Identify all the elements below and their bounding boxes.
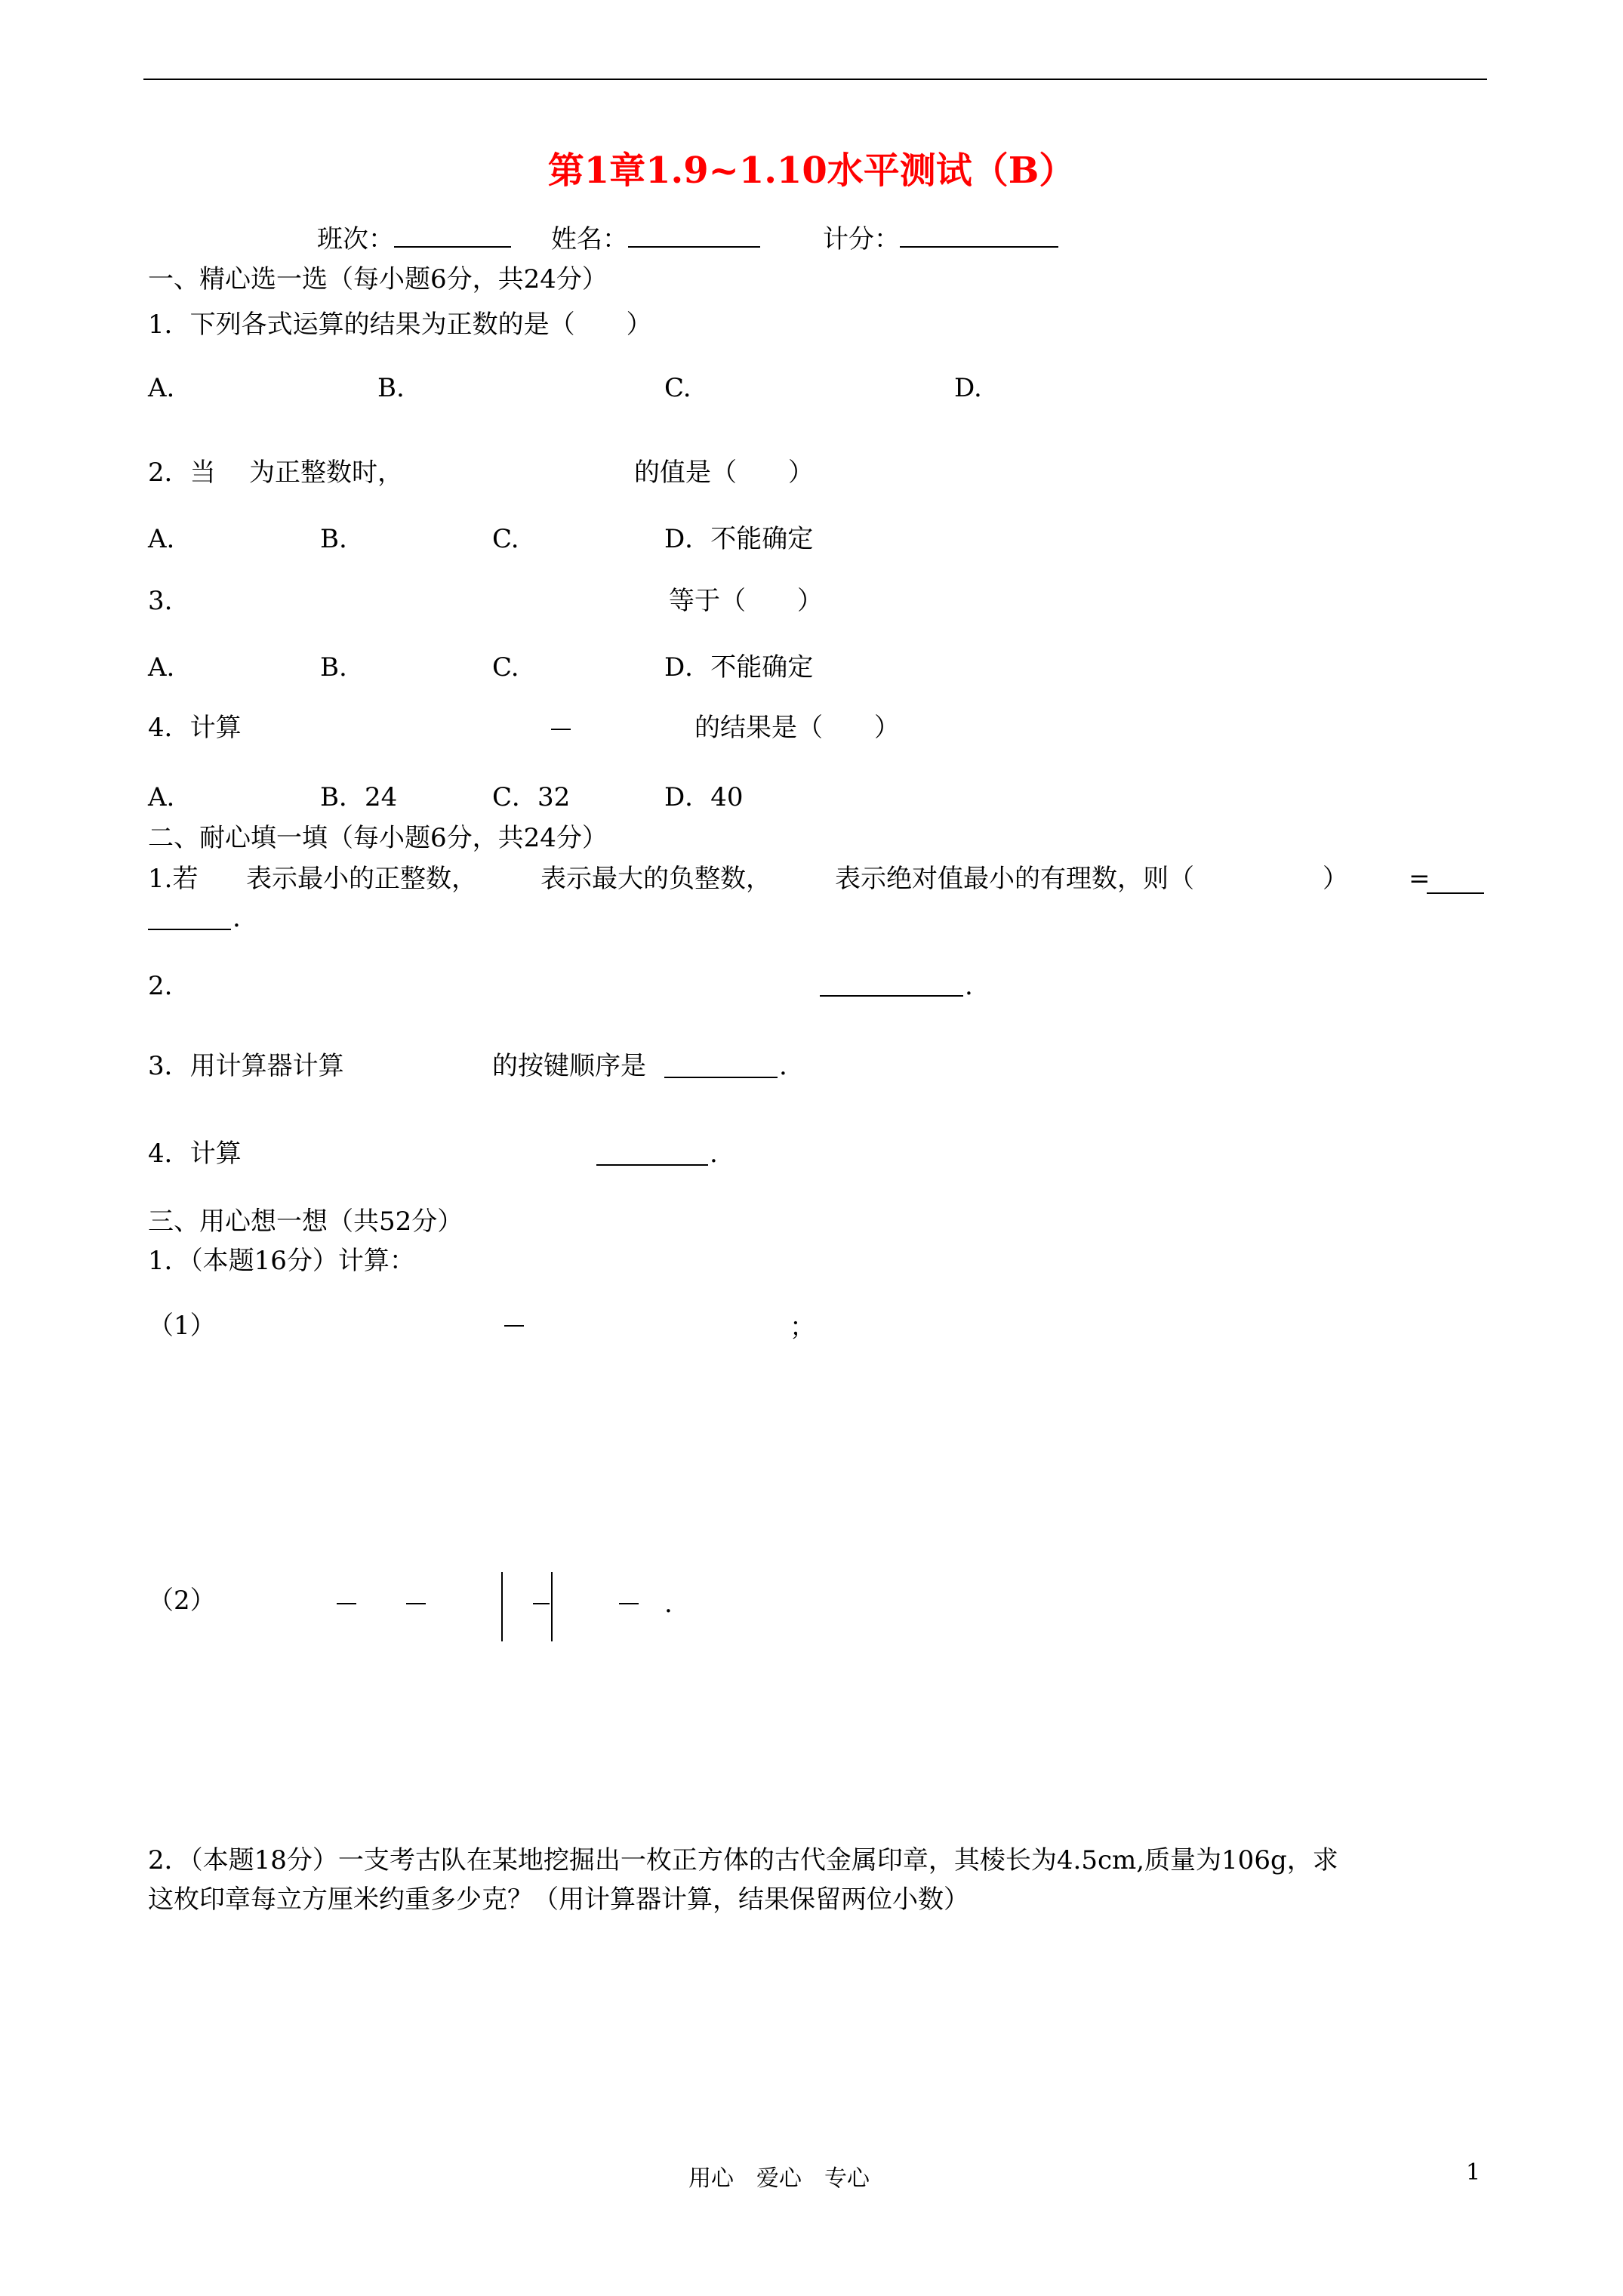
s2-q3-blank [664,1054,778,1078]
s1-q2-option-c: C. [492,524,519,554]
s1-q4-option-d: D．40 [664,782,744,812]
s3-part1-label: （1） [148,1311,216,1341]
s2-q3-a: 3．用计算器计算 [148,1051,344,1081]
s2-q4-period: . [710,1139,718,1169]
s2-q3-period: . [779,1051,787,1081]
s1-q2-option-a: A. [148,524,175,554]
s2-q2-label: 2. [148,971,173,1001]
footer-motto: 用心 爱心 专心 [688,2165,870,2192]
section1-heading: 一、精心选一选（每小题6分，共24分） [148,264,608,294]
class-blank [394,223,511,248]
s1-q1-text: 1．下列各式运算的结果为正数的是（ ） [148,310,652,340]
class-field [317,223,511,254]
s1-q3-option-c: C. [492,652,519,683]
s2-q3-b: 的按键顺序是 [492,1051,646,1081]
s2-q1-blank-part2 [148,906,231,930]
s2-q4-blank [596,1142,708,1166]
s2-q1-e: ） [1323,864,1348,894]
minus-sign [406,1603,426,1604]
s1-q4-option-b: B．24 [320,782,398,812]
minus-sign [619,1603,639,1604]
score-blank [900,223,1058,248]
s2-q2-period: . [965,971,973,1001]
minus-sign [533,1603,550,1604]
name-blank [628,223,760,248]
absolute-value-right-bar [551,1572,553,1641]
s1-q1-option-a: A. [148,373,175,403]
section3-heading: 三、用心想一想（共52分） [148,1207,463,1237]
minus-sign [337,1603,356,1604]
s3-part1-end: ； [790,1312,815,1342]
minus-sign [551,729,571,730]
s1-q4-stem-b: 的结果是（ ） [694,713,900,743]
s3-part2-end: . [664,1589,673,1619]
page-number: 1 [1466,2159,1481,2186]
s2-q2-blank [820,972,963,997]
s1-q3-option-d: D．不能确定 [664,652,814,683]
s3-part2-label: （2） [148,1586,216,1616]
s2-q1-c: 表示最大的负整数， [540,864,771,894]
s1-q3-stem-a: 3. [148,586,173,616]
s3-q2-line1: 2．（本题18分）一支考古队在某地挖掘出一枚正方体的古代金属印章，其棱长为4.5cm,质量为106g，求 [148,1845,1338,1875]
s1-q2-option-b: B. [320,524,347,554]
s1-q3-option-a: A. [148,652,175,683]
s1-q4-option-a: A. [148,782,175,812]
page-title: 第1章1.9~1.10水平测试（B） [547,149,1076,192]
minus-sign [504,1325,524,1327]
s2-q1-b: 表示最小的正整数， [246,864,477,894]
s1-q2-stem-c: 的值是（ ） [634,458,814,488]
s1-q3-option-b: B. [320,652,347,683]
s1-q2-stem-b: 为正整数时， [249,458,403,488]
s2-q1-a: 1.若 [148,864,199,894]
s1-q4-option-c: C．32 [492,782,571,812]
s1-q1-option-c: C. [664,373,691,403]
s1-q4-stem-a: 4．计算 [148,713,242,743]
s2-q1-d: 表示绝对值最小的有理数，则（ [835,864,1194,894]
s2-q1-blank-part1 [1427,870,1484,894]
section2-heading: 二、耐心填一填（每小题6分，共24分） [148,823,608,853]
s2-q1-f: = [1409,864,1431,894]
header-rule [143,79,1487,80]
s2-q1-period: . [233,903,241,933]
s2-q4-label: 4．计算 [148,1139,242,1169]
absolute-value-left-bar [501,1572,503,1641]
name-field [551,223,760,254]
s1-q1-option-b: B. [377,373,405,403]
s1-q2-stem-a: 2．当 [148,458,216,488]
score-field [823,223,1058,254]
name-label: 姓名： [551,224,628,254]
s1-q2-option-d: D．不能确定 [664,524,814,554]
score-label: 计分： [823,224,900,254]
s3-q1-heading: 1．（本题16分）计算： [148,1246,415,1276]
s3-q2-line2: 这枚印章每立方厘米约重多少克？（用计算器计算，结果保留两位小数） [148,1885,969,1915]
class-label: 班次： [317,224,394,254]
s1-q3-stem-b: 等于（ ） [669,586,823,616]
s1-q1-option-d: D. [954,373,982,403]
